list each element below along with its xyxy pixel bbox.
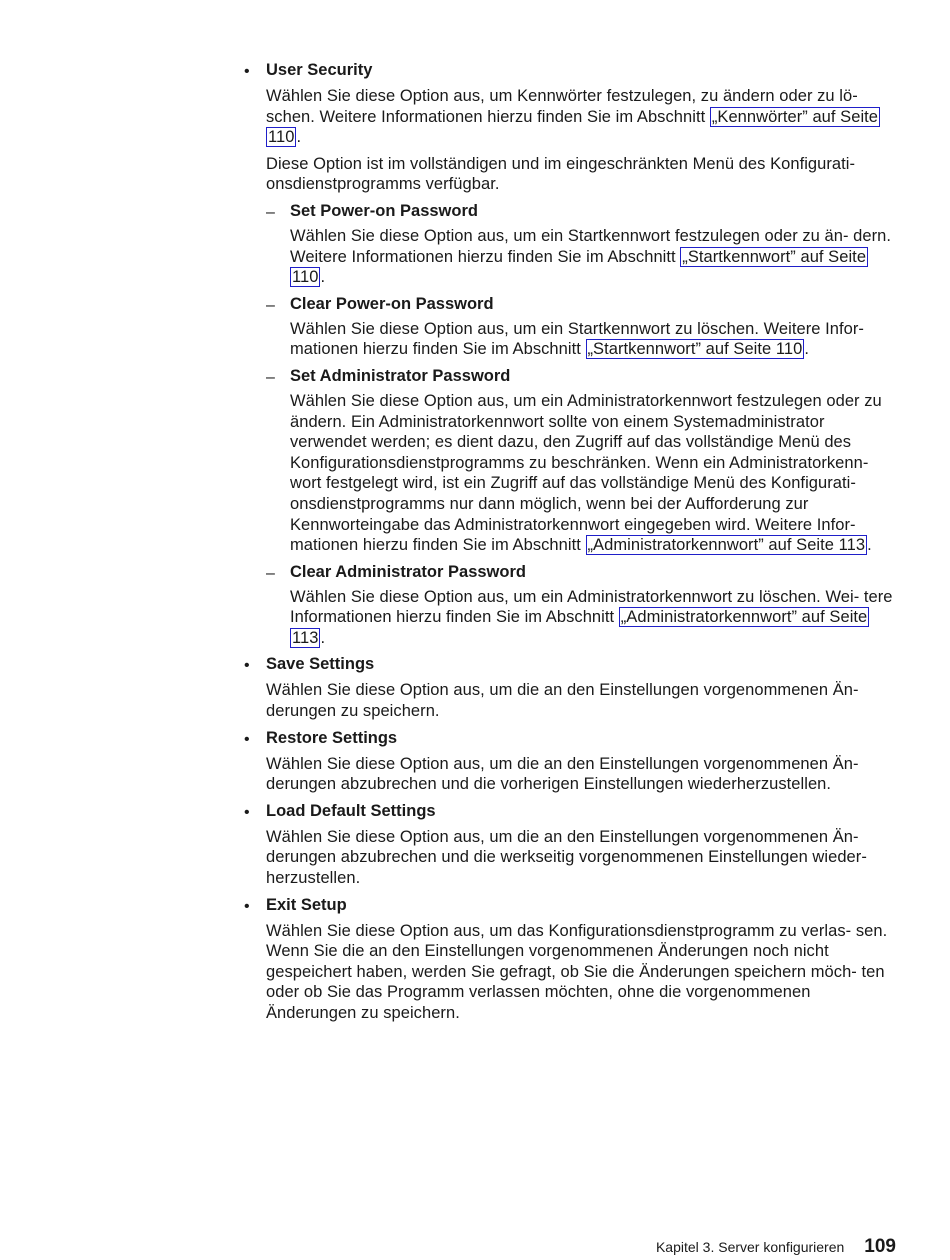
bullet-marker: • <box>244 63 250 80</box>
bullet-marker: • <box>244 897 250 915</box>
bullet-marker: • <box>244 803 250 821</box>
cross-reference-link[interactable]: „Startkennwort” auf Seite 110 <box>587 340 803 359</box>
document-body <box>244 58 900 1030</box>
section-heading: Save Settings <box>266 655 375 674</box>
paragraph-text: Wählen Sie diese Option aus, um Kennwörter festzulegen, zu ändern oder zu lö- schen. Weitere Informationen hierzu finden Sie im Abschnitt <box>266 87 858 126</box>
section-exit-setup <box>244 895 900 1024</box>
sub-option-paragraph <box>290 587 900 649</box>
section-heading: User Security <box>266 61 373 79</box>
sub-option-heading: Set Power-on Password <box>290 201 478 220</box>
paragraph-text: Wählen Sie diese Option aus, um ein Administratorkennwort zu löschen. Wei- tere Informationen hierzu finden Sie im Abschnitt <box>290 587 893 627</box>
section-heading: Load Default Settings <box>266 801 436 820</box>
cross-reference-link[interactable]: „Startkennwort” auf Seite 110 <box>292 247 867 287</box>
sub-option-paragraph <box>290 391 900 556</box>
dash-marker: – <box>266 296 275 314</box>
dash-marker: – <box>266 564 275 582</box>
sub-option-heading: Clear Power-on Password <box>290 294 494 313</box>
paragraph-text: . <box>296 128 302 147</box>
bullet-marker: • <box>244 730 250 748</box>
sub-option-set-power-on-password <box>244 201 900 288</box>
section-paragraph: Wählen Sie diese Option aus, um das Konfigurationsdienstprogramm zu verlas- sen. Wenn Sie die an den Einstellungen vorgenommenen Änderungen noch nicht gespeichert haben, werden Sie gefragt, ob Sie die Änderungen speichern möch- ten oder ob Sie das Programm verlassen möchten, ohne die vorgenommenen Änderungen zu speichern. <box>266 921 888 1022</box>
section-paragraph: Wählen Sie diese Option aus, um die an den Einstellungen vorgenommenen Än- derungen abzubrechen und die werkseitig vorgenommenen Einstellungen wieder- herzustellen. <box>266 827 867 888</box>
paragraph-text: Wählen Sie diese Option aus, um ein Startkennwort zu löschen. Weitere Infor- mationen hierzu finden Sie im Abschnitt <box>290 319 864 359</box>
section-heading: Exit Setup <box>266 895 347 914</box>
sub-option-paragraph <box>290 226 900 288</box>
section-paragraph: Wählen Sie diese Option aus, um die an den Einstellungen vorgenommenen Än- derungen abzubrechen und die vorherigen Einstellungen wiederherzustellen. <box>266 754 859 794</box>
page-footer <box>656 1236 896 1258</box>
sub-option-set-administrator-password <box>244 366 900 556</box>
section-load-default-settings <box>244 801 900 889</box>
paragraph-text: Wählen Sie diese Option aus, um ein Startkennwort festzulegen oder zu än- dern. Weitere Informationen hierzu finden Sie im Abschnitt <box>290 226 892 266</box>
paragraph-text: . <box>320 628 326 647</box>
sub-option-clear-power-on-password <box>244 294 900 360</box>
sub-option-heading: Clear Administrator Password <box>290 562 526 581</box>
paragraph-text: . <box>804 340 809 359</box>
sub-option-clear-administrator-password <box>244 562 900 649</box>
dash-marker: – <box>266 203 275 221</box>
section-save-settings <box>244 654 900 721</box>
bullet-marker: • <box>244 657 250 675</box>
cross-reference-link[interactable]: „Administratorkennwort” auf Seite 113 <box>587 536 866 555</box>
cross-reference-link[interactable]: „Administratorkennwort” auf Seite 113 <box>292 608 868 647</box>
paragraph-text: . <box>320 268 326 287</box>
dash-marker: – <box>266 368 275 386</box>
paragraph-text: . <box>867 536 872 555</box>
chapter-title: Kapitel 3. Server konfigurieren <box>655 1239 845 1255</box>
section-paragraph: Diese Option ist im vollständigen und im eingeschränkten Menü des Konfigurati- onsdienstprogramms verfügbar. <box>266 154 856 194</box>
section-paragraph <box>266 86 900 148</box>
section-heading: Restore Settings <box>266 728 398 747</box>
sub-option-heading: Set Administrator Password <box>290 366 511 385</box>
section-user-security <box>244 60 900 648</box>
page-number: 109 <box>864 1236 896 1257</box>
paragraph-text: Wählen Sie diese Option aus, um ein Administratorkennwort festzulegen oder zu ändern. Ein Administratorkennwort sollte von einem Systemadministrator verwendet werden; es dient dazu, den Zugriff auf das vollständige Menü des Konfigurationsdienstprogramms zu beschränken. Wenn ein Administratorkenn- wort festgelegt wird, ist ein Zugriff auf das vollständige Menü des Konfigurati- onsdienstprogramms nur dann möglich, wenn bei der Aufforderung zur Kennworteingabe das Administratorkennwort eingegeben wird. Weitere Infor- mationen hierzu finden Sie im Abschnitt <box>290 391 882 555</box>
sub-option-list <box>244 201 900 649</box>
section-restore-settings <box>244 728 900 795</box>
cross-reference-link[interactable]: „Kennwörter” auf Seite 110 <box>268 107 879 147</box>
section-paragraph: Wählen Sie diese Option aus, um die an den Einstellungen vorgenommenen Än- derungen zu speichern. <box>266 681 859 721</box>
sub-option-paragraph <box>290 319 900 360</box>
